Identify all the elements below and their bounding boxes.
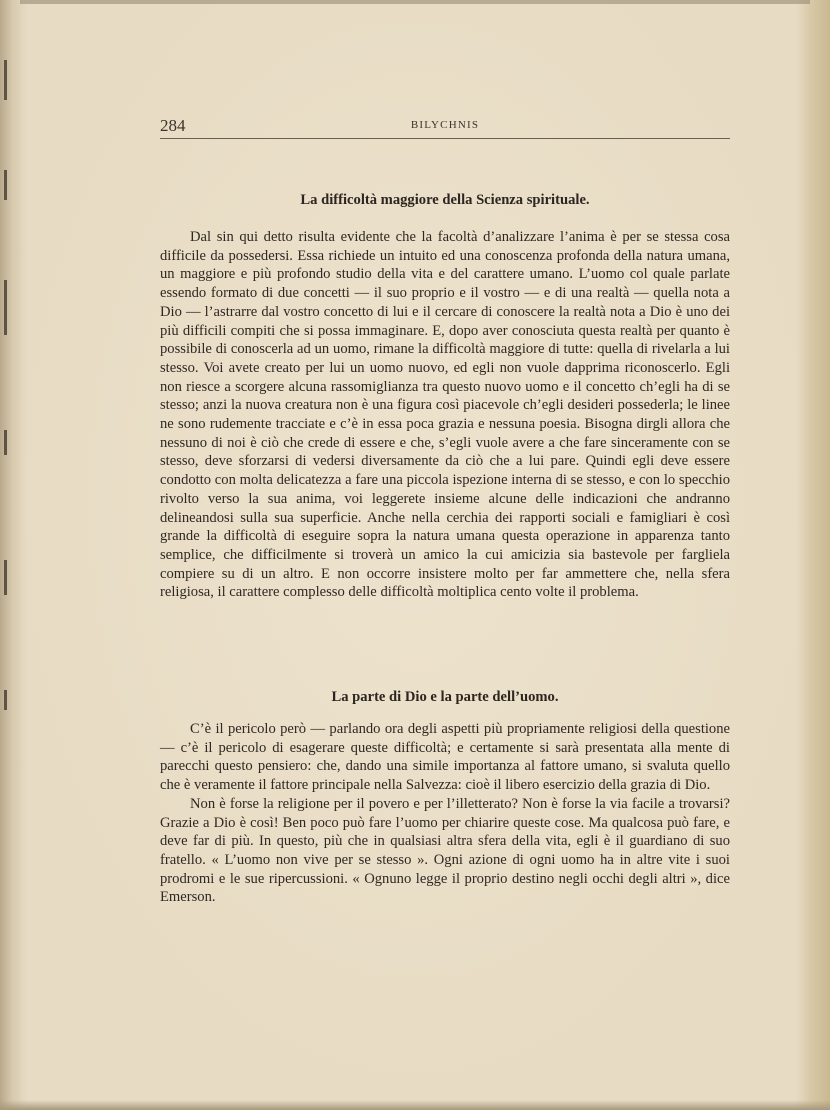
running-head-title: BILYCHNIS (410, 119, 480, 131)
gutter-mark (4, 430, 7, 455)
page-edge-top (20, 0, 810, 4)
paragraph: Dal sin qui detto risulta evidente che la facoltà d’analizzare l’anima è per se stessa cosa difficile da possedersi. Essa richiede un intuito ed una conoscenza profonda della natura umana, un maggiore e più profondo studio della vita e del carattere umano. L’uomo col quale parlate essendo formato di due concetti — il suo proprio e il vostro — e di una realtà — quella nota a Dio — l’astrarre dal vostro concetto di lui e il cercare di conoscere la realtà nota a Dio è uno dei più difficili compiti che si possa immaginare. E, dopo aver conosciuta questa realtà per quanto è possibile di conoscerla ad un uomo, rimane la difficoltà maggiore di tutte: quella di rivelarla a lui stesso. Voi avete creato per lui un uomo nuovo, ed egli non vuole dapprima riconoscerlo. Egli non riesce a scorgere alcuna rassomiglianza tra questo nuovo uomo e il concetto ch’egli ha di se stesso; anzi la nuova creatura non è una figura così piacevole ch’egli desideri possederla; le linee ne sono rudemente tracciate e c’è in essa poca grazia e nessuna poesia. Bisogna dirgli allora che nessuno di noi è ciò che crede di essere e che, s’egli vuole avere a che fare sinceramente con se stesso, deve sforzarsi di vedersi diversamente da ciò che a lui pare. Quindi egli deve essere condotto con molta delicatezza a fare una piccola ispezione interna di se stesso, e con lo specchio rivolto verso la sua anima, voi leggerete insieme alcune delle indicazioni che andranno delineandosi sulla sua superficie. Anche nella cerchia dei rapporti sociali e famigliari è così grande la difficoltà di eseguire sopra la natura umana questa operazione in apparenza tanto semplice, che difficilmente si troverà un amico la cui amicizia sia bastevole per fargliela compiere su di un altro. E non occorre insistere molto per far ammettere che, nella sfera religiosa, il carattere complesso delle difficoltà moltiplica cento volte il problema. (160, 229, 730, 601)
page-number: 284 (160, 116, 186, 135)
gutter-mark (4, 560, 7, 595)
page-gutter (0, 0, 22, 1110)
section-title: La difficoltà maggiore della Scienza spirituale. (300, 192, 590, 208)
section-body (160, 228, 730, 602)
gutter-mark (4, 690, 7, 710)
gutter-mark (4, 280, 7, 335)
gutter-mark (4, 60, 7, 100)
section-body (160, 720, 730, 907)
section-title: La parte di Dio e la parte dell’uomo. (331, 689, 559, 705)
gutter-mark (4, 170, 7, 200)
paragraph: Non è forse la religione per il povero e per l’illetterato? Non è forse la via facile a trovarsi? Grazie a Dio è così! Ben poco può fare l’uomo per chiarire queste cose. Ma qualcosa può fare, e deve far di più. In questo, più che in qualsiasi altra sfera della vita, egli è il guardiano di suo fratello. « L’uomo non vive per se stesso ». Ogni azione di ogni uomo ha in altre vite i suoi prodromi e le sue ripercussioni. « Ognuno legge il proprio destino negli occhi degli altri », dice Emerson. (160, 795, 730, 906)
page-edge-bottom (0, 1100, 830, 1110)
running-header (160, 114, 730, 139)
paragraph: C’è il pericolo però — parlando ora degli aspetti più propriamente religiosi della questione — c’è il pericolo di esagerare queste difficoltà; e certamente si sarà presentata alla mente di parecchi questo pensiero: che, dando una simile importanza al fattore umano, si svaluta quello che è veramente il fattore principale nella Salvezza: cioè il libero esercizio della grazia di Dio. (160, 721, 730, 794)
page-edge-right (796, 0, 830, 1110)
